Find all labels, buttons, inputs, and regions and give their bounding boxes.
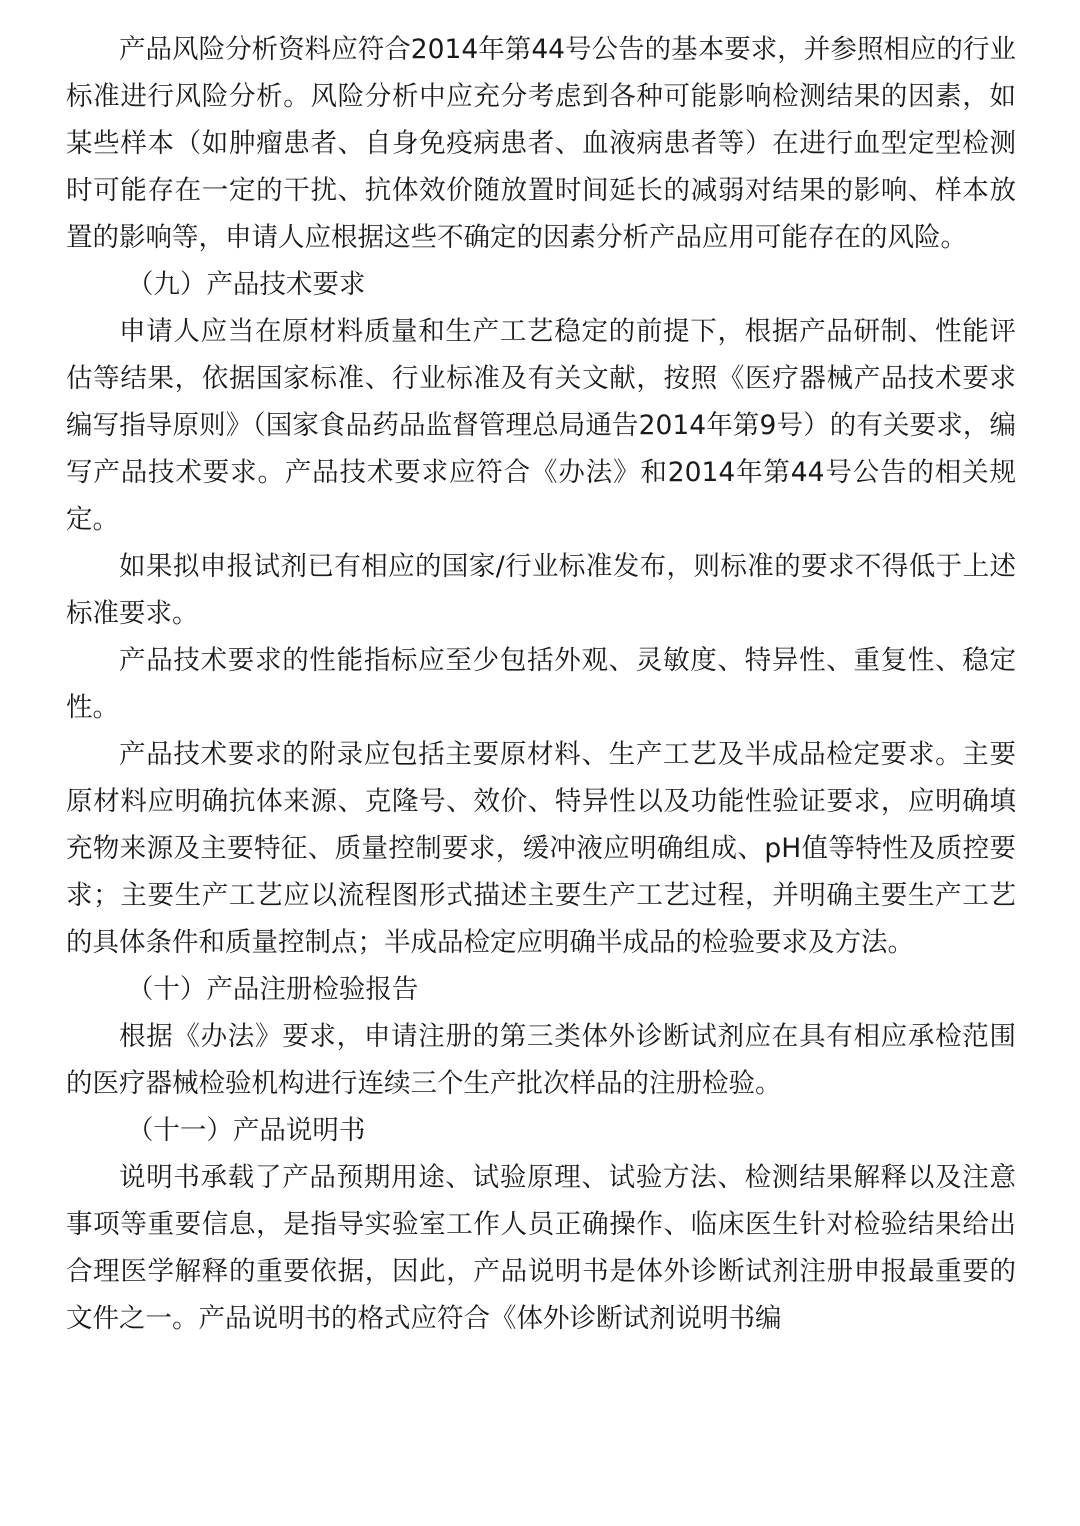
- paragraph-performance-indicators: 产品技术要求的性能指标应至少包括外观、灵敏度、特异性、重复性、稳定性。: [66, 645, 1016, 723]
- paragraph-product-instructions: 说明书承载了产品预期用途、试验原理、试验方法、检测结果解释以及注意事项等重要信息，是指导实验室工作人员正确操作、临床医生针对检验结果给出合理医学解释的重要依据，因此，产品说明书是体外诊断试剂注册申报最重要的文件之一。产品说明书的格式应符合《体外诊断试剂说明书编: [66, 1162, 1016, 1334]
- paragraph-technical-requirements: 申请人应当在原材料质量和生产工艺稳定的前提下，根据产品研制、性能评估等结果，依据国家标准、行业标准及有关文献，按照《医疗器械产品技术要求编写指导原则》（国家食品药品监督管理总局通告2014年第9号）的有关要求，编写产品技术要求。产品技术要求应符合《办法》和2014年第44号公告的相关规定。: [66, 316, 1016, 535]
- document-body: [66, 26, 1016, 1342]
- section-heading-9-technical-requirements: （九）产品技术要求: [126, 269, 366, 300]
- paragraph-registration-test: 根据《办法》要求，申请注册的第三类体外诊断试剂应在具有相应承检范围的医疗器械检验机构进行连续三个生产批次样品的注册检验。: [66, 1021, 1016, 1099]
- paragraph-appendix-requirements: 产品技术要求的附录应包括主要原材料、生产工艺及半成品检定要求。主要原材料应明确抗体来源、克隆号、效价、特异性以及功能性验证要求，应明确填充物来源及主要特征、质量控制要求，缓冲液应明确组成、pH值等特性及质控要求；主要生产工艺应以流程图形式描述主要生产工艺过程，并明确主要生产工艺的具体条件和质量控制点；半成品检定应明确半成品的检验要求及方法。: [66, 739, 1016, 958]
- paragraph-national-standards: 如果拟申报试剂已有相应的国家/行业标准发布，则标准的要求不得低于上述标准要求。: [66, 551, 1016, 629]
- section-heading-11-product-instructions: （十一）产品说明书: [126, 1115, 366, 1146]
- paragraph-risk-analysis: 产品风险分析资料应符合2014年第44号公告的基本要求，并参照相应的行业标准进行风险分析。风险分析中应充分考虑到各种可能影响检测结果的因素，如某些样本（如肿瘤患者、自身免疫病患者、血液病患者等）在进行血型定型检测时可能存在一定的干扰、抗体效价随放置时间延长的减弱对结果的影响、样本放置的影响等，申请人应根据这些不确定的因素分析产品应用可能存在的风险。: [66, 34, 1016, 253]
- section-heading-10-registration-test-report: （十）产品注册检验报告: [126, 974, 419, 1005]
